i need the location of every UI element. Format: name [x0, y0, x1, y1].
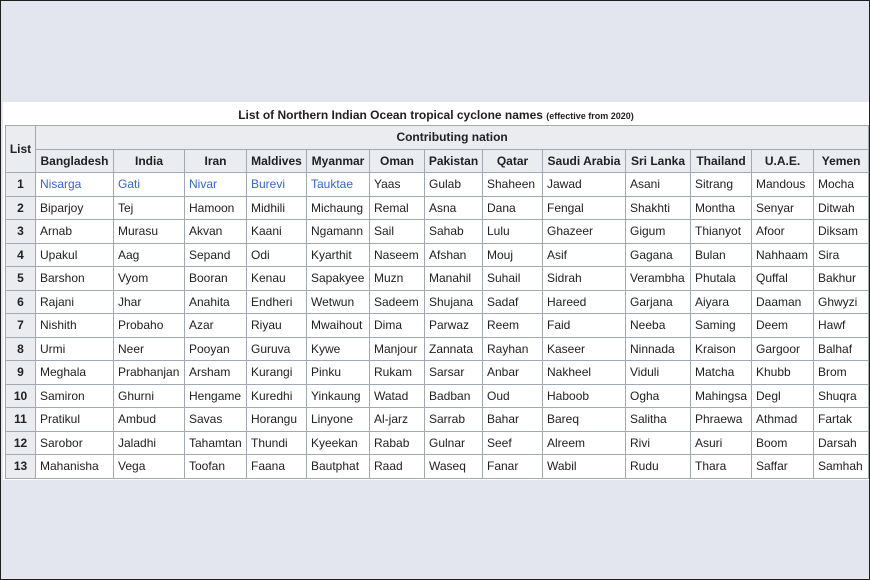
cyclone-name-cell: Rajani	[36, 290, 114, 314]
cyclone-name-cell: Aiyara	[691, 290, 752, 314]
cyclone-name-cell: Sepand	[185, 243, 247, 267]
cyclone-name-cell: Gigum	[626, 220, 691, 244]
cyclone-name-cell[interactable]	[247, 173, 307, 197]
cyclone-name-cell: Sidrah	[543, 267, 626, 291]
table-row	[6, 314, 869, 338]
cyclone-name-cell: Linyone	[307, 408, 370, 432]
cyclone-name-cell: Odi	[247, 243, 307, 267]
nation-header: Thailand	[691, 149, 752, 173]
table-row	[6, 455, 869, 479]
cyclone-name-cell: Mahanisha	[36, 455, 114, 479]
cyclone-name-cell: Kaani	[247, 220, 307, 244]
cyclone-name-cell: Dana	[483, 196, 543, 220]
cyclone-name-cell: Pinku	[307, 361, 370, 385]
table-caption	[3, 108, 869, 122]
cyclone-name-cell: Arnab	[36, 220, 114, 244]
cyclone-name-cell: Mandous	[752, 173, 814, 197]
cyclone-name-cell: Ghazeer	[543, 220, 626, 244]
cyclone-name-link[interactable]: Tauktae	[311, 177, 354, 192]
list-number: 1	[6, 173, 36, 197]
nation-header: Yemen	[814, 149, 869, 173]
table-row	[6, 290, 869, 314]
cyclone-names-table	[5, 125, 869, 479]
table-row	[6, 431, 869, 455]
table-row	[6, 173, 869, 197]
cyclone-name-cell: Tej	[114, 196, 185, 220]
cyclone-name-cell: Viduli	[626, 361, 691, 385]
cyclone-name-cell: Seef	[483, 431, 543, 455]
cyclone-name-cell: Meghala	[36, 361, 114, 385]
cyclone-name-cell: Manjour	[370, 337, 425, 361]
cyclone-name-cell: Sahab	[425, 220, 483, 244]
cyclone-name-cell: Asani	[626, 173, 691, 197]
cyclone-name-cell: Khubb	[752, 361, 814, 385]
cyclone-name-cell: Nahhaam	[752, 243, 814, 267]
nation-header: Oman	[370, 149, 425, 173]
cyclone-name-cell: Montha	[691, 196, 752, 220]
cyclone-name-cell: Hawf	[814, 314, 869, 338]
cyclone-name-cell: Thundi	[247, 431, 307, 455]
cyclone-name-cell: Fanar	[483, 455, 543, 479]
cyclone-name-cell: Wetwun	[307, 290, 370, 314]
cyclone-name-cell: Ambud	[114, 408, 185, 432]
table-row	[6, 337, 869, 361]
cyclone-name-cell: Thara	[691, 455, 752, 479]
cyclone-name-cell: Asuri	[691, 431, 752, 455]
cyclone-name-cell: Faid	[543, 314, 626, 338]
cyclone-name-cell: Saffar	[752, 455, 814, 479]
cyclone-name-cell: Nakheel	[543, 361, 626, 385]
cyclone-name-cell: Akvan	[185, 220, 247, 244]
cyclone-name-cell: Nishith	[36, 314, 114, 338]
cyclone-name-cell: Thianyot	[691, 220, 752, 244]
cyclone-name-cell[interactable]	[36, 173, 114, 197]
table-row	[6, 408, 869, 432]
contributing-nation-header: Contributing nation	[36, 126, 869, 150]
cyclone-name-cell[interactable]	[114, 173, 185, 197]
caption-note: (effective from 2020)	[546, 111, 634, 121]
cyclone-name-cell: Mouj	[483, 243, 543, 267]
cyclone-name-cell: Waseq	[425, 455, 483, 479]
list-number: 11	[6, 408, 36, 432]
cyclone-name-cell: Sarobor	[36, 431, 114, 455]
cyclone-name-cell: Sadaf	[483, 290, 543, 314]
nation-header: Iran	[185, 149, 247, 173]
cyclone-name-cell: Reem	[483, 314, 543, 338]
cyclone-name-cell: Darsah	[814, 431, 869, 455]
list-number: 9	[6, 361, 36, 385]
table-row	[6, 267, 869, 291]
cyclone-name-cell: Endheri	[247, 290, 307, 314]
cyclone-name-cell: Shakhti	[626, 196, 691, 220]
cyclone-name-cell: Kraison	[691, 337, 752, 361]
nation-header: Bangladesh	[36, 149, 114, 173]
cyclone-name-cell: Asna	[425, 196, 483, 220]
nation-header: Sri Lanka	[626, 149, 691, 173]
cyclone-name-cell: Hareed	[543, 290, 626, 314]
cyclone-name-cell: Muzn	[370, 267, 425, 291]
header-row-nations	[6, 149, 869, 173]
cyclone-name-cell: Alreem	[543, 431, 626, 455]
cyclone-name-cell: Samhah	[814, 455, 869, 479]
cyclone-name-cell: Rudu	[626, 455, 691, 479]
cyclone-name-link[interactable]: Burevi	[251, 177, 286, 192]
list-column-header: List	[6, 126, 36, 173]
cyclone-name-cell: Parwaz	[425, 314, 483, 338]
cyclone-name-cell: Sail	[370, 220, 425, 244]
cyclone-name-cell: Senyar	[752, 196, 814, 220]
cyclone-name-link[interactable]: Nivar	[189, 177, 218, 192]
cyclone-name-cell: Aag	[114, 243, 185, 267]
cyclone-name-cell: Daaman	[752, 290, 814, 314]
cyclone-name-cell: Guruva	[247, 337, 307, 361]
cyclone-name-cell: Vega	[114, 455, 185, 479]
cyclone-name-cell: Saming	[691, 314, 752, 338]
table-row	[6, 243, 869, 267]
table-row	[6, 220, 869, 244]
cyclone-name-cell: Toofan	[185, 455, 247, 479]
cyclone-name-cell: Sapakyee	[307, 267, 370, 291]
nation-header: U.A.E.	[752, 149, 814, 173]
header-row-group	[6, 126, 869, 150]
cyclone-name-cell: Ditwah	[814, 196, 869, 220]
cyclone-name-cell: Midhili	[247, 196, 307, 220]
cyclone-name-cell: Degl	[752, 384, 814, 408]
cyclone-name-cell: Watad	[370, 384, 425, 408]
cyclone-name-cell: Ninnada	[626, 337, 691, 361]
cyclone-name-cell: Gargoor	[752, 337, 814, 361]
table-body	[6, 173, 869, 479]
cyclone-name-cell: Sira	[814, 243, 869, 267]
cyclone-name-link[interactable]: Gati	[118, 177, 141, 192]
cyclone-name-cell: Shaheen	[483, 173, 543, 197]
cyclone-name-cell: Sarrab	[425, 408, 483, 432]
cyclone-name-cell: Biparjoy	[36, 196, 114, 220]
cyclone-name-cell: Salitha	[626, 408, 691, 432]
cyclone-names-panel	[3, 102, 869, 480]
cyclone-name-cell: Oud	[483, 384, 543, 408]
cyclone-name-cell: Faana	[247, 455, 307, 479]
cyclone-name-cell: Michaung	[307, 196, 370, 220]
cyclone-name-cell: Sitrang	[691, 173, 752, 197]
cyclone-name-cell: Phraewa	[691, 408, 752, 432]
cyclone-name-cell: Mocha	[814, 173, 869, 197]
table-row	[6, 361, 869, 385]
cyclone-name-cell: Gagana	[626, 243, 691, 267]
list-number: 10	[6, 384, 36, 408]
cyclone-name-cell: Murasu	[114, 220, 185, 244]
cyclone-name-cell: Asif	[543, 243, 626, 267]
cyclone-name-cell: Vyom	[114, 267, 185, 291]
cyclone-name-cell: Balhaf	[814, 337, 869, 361]
cyclone-name-cell: Kuredhi	[247, 384, 307, 408]
cyclone-name-cell: Mahingsa	[691, 384, 752, 408]
cyclone-name-cell: Wabil	[543, 455, 626, 479]
cyclone-name-cell: Al-jarz	[370, 408, 425, 432]
cyclone-name-cell: Neer	[114, 337, 185, 361]
cyclone-name-cell: Sadeem	[370, 290, 425, 314]
cyclone-name-cell: Gulnar	[425, 431, 483, 455]
cyclone-name-cell: Garjana	[626, 290, 691, 314]
cyclone-name-cell: Phutala	[691, 267, 752, 291]
cyclone-name-cell: Shujana	[425, 290, 483, 314]
cyclone-name-cell: Bareq	[543, 408, 626, 432]
cyclone-name-cell: Pooyan	[185, 337, 247, 361]
list-number: 12	[6, 431, 36, 455]
list-number: 13	[6, 455, 36, 479]
cyclone-name-cell: Bakhur	[814, 267, 869, 291]
cyclone-name-cell[interactable]	[307, 173, 370, 197]
cyclone-name-cell: Mwaihout	[307, 314, 370, 338]
cyclone-name-cell: Kaseer	[543, 337, 626, 361]
cyclone-name-cell: Jhar	[114, 290, 185, 314]
list-number: 4	[6, 243, 36, 267]
list-number: 7	[6, 314, 36, 338]
cyclone-name-cell: Shuqra	[814, 384, 869, 408]
list-number: 5	[6, 267, 36, 291]
list-number: 2	[6, 196, 36, 220]
cyclone-name-cell: Manahil	[425, 267, 483, 291]
cyclone-name-cell: Boom	[752, 431, 814, 455]
cyclone-name-cell: Badban	[425, 384, 483, 408]
nation-header: Myanmar	[307, 149, 370, 173]
list-number: 3	[6, 220, 36, 244]
table-row	[6, 196, 869, 220]
cyclone-name-cell: Booran	[185, 267, 247, 291]
cyclone-name-cell: Fengal	[543, 196, 626, 220]
cyclone-name-cell: Riyau	[247, 314, 307, 338]
cyclone-name-cell: Jaladhi	[114, 431, 185, 455]
caption-title: List of Northern Indian Ocean tropical cyclone names	[238, 108, 543, 122]
cyclone-name-cell: Rivi	[626, 431, 691, 455]
cyclone-name-cell: Kywe	[307, 337, 370, 361]
cyclone-name-cell: Gulab	[425, 173, 483, 197]
cyclone-name-cell: Hengame	[185, 384, 247, 408]
cyclone-name-cell: Pratikul	[36, 408, 114, 432]
nation-header: Pakistan	[425, 149, 483, 173]
cyclone-name-cell: Savas	[185, 408, 247, 432]
cyclone-name-cell: Rayhan	[483, 337, 543, 361]
cyclone-name-link[interactable]: Nisarga	[40, 177, 82, 192]
cyclone-name-cell: Probaho	[114, 314, 185, 338]
nation-header: Saudi Arabia	[543, 149, 626, 173]
cyclone-name-cell: Brom	[814, 361, 869, 385]
cyclone-name-cell: Raad	[370, 455, 425, 479]
cyclone-name-cell: Barshon	[36, 267, 114, 291]
cyclone-name-cell: Suhail	[483, 267, 543, 291]
table-row	[6, 384, 869, 408]
cyclone-name-cell: Samiron	[36, 384, 114, 408]
cyclone-name-cell: Kurangi	[247, 361, 307, 385]
cyclone-name-cell: Bulan	[691, 243, 752, 267]
cyclone-name-cell: Fartak	[814, 408, 869, 432]
cyclone-name-cell: Athmad	[752, 408, 814, 432]
cyclone-name-cell: Bautphat	[307, 455, 370, 479]
cyclone-name-cell: Urmi	[36, 337, 114, 361]
cyclone-name-cell: Jawad	[543, 173, 626, 197]
cyclone-name-cell: Haboob	[543, 384, 626, 408]
cyclone-name-cell: Quffal	[752, 267, 814, 291]
cyclone-name-cell: Anahita	[185, 290, 247, 314]
cyclone-name-cell: Remal	[370, 196, 425, 220]
cyclone-name-cell: Azar	[185, 314, 247, 338]
cyclone-name-cell: Horangu	[247, 408, 307, 432]
cyclone-name-cell: Rabab	[370, 431, 425, 455]
cyclone-name-cell: Neeba	[626, 314, 691, 338]
cyclone-name-cell: Anbar	[483, 361, 543, 385]
nation-header: India	[114, 149, 185, 173]
cyclone-name-cell: Kyeekan	[307, 431, 370, 455]
cyclone-name-cell: Ghwyzi	[814, 290, 869, 314]
cyclone-name-cell: Verambha	[626, 267, 691, 291]
cyclone-name-cell: Arsham	[185, 361, 247, 385]
cyclone-name-cell: Ngamann	[307, 220, 370, 244]
cyclone-name-cell: Kyarthit	[307, 243, 370, 267]
cyclone-name-cell: Ogha	[626, 384, 691, 408]
nation-header: Qatar	[483, 149, 543, 173]
cyclone-name-cell: Kenau	[247, 267, 307, 291]
cyclone-name-cell: Matcha	[691, 361, 752, 385]
list-number: 8	[6, 337, 36, 361]
cyclone-name-cell: Bahar	[483, 408, 543, 432]
cyclone-name-cell: Rukam	[370, 361, 425, 385]
cyclone-name-cell: Lulu	[483, 220, 543, 244]
cyclone-name-cell: Naseem	[370, 243, 425, 267]
cyclone-name-cell: Afshan	[425, 243, 483, 267]
cyclone-name-cell: Ghurni	[114, 384, 185, 408]
cyclone-name-cell: Hamoon	[185, 196, 247, 220]
cyclone-name-cell: Deem	[752, 314, 814, 338]
cyclone-name-cell: Tahamtan	[185, 431, 247, 455]
cyclone-name-cell: Yinkaung	[307, 384, 370, 408]
list-number: 6	[6, 290, 36, 314]
cyclone-name-cell: Diksam	[814, 220, 869, 244]
cyclone-name-cell: Upakul	[36, 243, 114, 267]
cyclone-name-cell: Afoor	[752, 220, 814, 244]
cyclone-name-cell: Dima	[370, 314, 425, 338]
cyclone-name-cell: Yaas	[370, 173, 425, 197]
cyclone-name-cell[interactable]	[185, 173, 247, 197]
cyclone-name-cell: Sarsar	[425, 361, 483, 385]
cyclone-name-cell: Zannata	[425, 337, 483, 361]
nation-header: Maldives	[247, 149, 307, 173]
cyclone-name-cell: Prabhanjan	[114, 361, 185, 385]
